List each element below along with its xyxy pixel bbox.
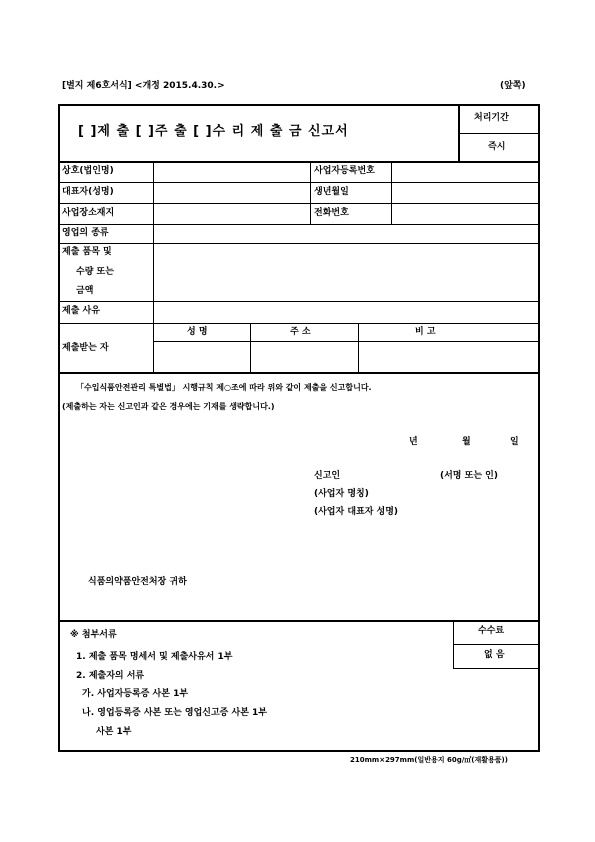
label-business-number: 사업자등록번호: [314, 166, 375, 176]
label-items-2: 수량 또는: [76, 267, 114, 277]
row-rule-4: [58, 243, 540, 244]
recipient-name-header: 성 명: [187, 327, 208, 337]
attachment-item-2b: 나. 영업등록증 사본 또는 영업신고증 사본 1부: [82, 708, 267, 718]
recipient-address-header: 주 소: [290, 327, 311, 337]
attachment-item-2a: 가. 사업자등록증 사본 1부: [82, 689, 189, 699]
date-month: 월: [462, 437, 471, 447]
addressee: 식품의약품안전처장 귀하: [88, 577, 187, 587]
attachment-item-1: 1. 제출 품목 명세서 및 제출사유서 1부: [76, 652, 233, 662]
label-representative: 대표자(성명): [62, 187, 114, 197]
statement-line-1: 「수입식품안전관리 특별법」 시행규칙 제○조에 따라 위와 같이 제출을 신고합니다.: [76, 383, 372, 392]
row-rule-6: [58, 323, 540, 324]
attachment-item-2: 2. 제출자의 서류: [76, 671, 145, 681]
fee-value: 없 음: [484, 650, 505, 660]
applicant-label: 신고인: [314, 471, 341, 481]
fee-label: 수수료: [478, 626, 505, 636]
attachment-item-2b-cont: 사본 1부: [96, 727, 132, 737]
row-rule-2: [58, 203, 540, 204]
recipient-col-2: [358, 323, 359, 372]
form-number: [별지 제6호서식] <개정 2015.4.30.>: [62, 81, 225, 91]
applicant-company-name: (사업자 명칭): [314, 489, 369, 499]
col-divider-a: [153, 162, 154, 224]
row-rule-3: [58, 224, 540, 225]
row-rule-1: [58, 182, 540, 183]
label-phone: 전화번호: [314, 208, 349, 218]
row-rule-5: [58, 301, 540, 302]
page-side: (앞쪽): [500, 81, 526, 91]
attachments-top-rule: [58, 620, 540, 622]
recipient-header-rule: [153, 341, 540, 342]
recipient-col-1: [250, 323, 251, 372]
label-recipient: 제출받는 자: [62, 343, 109, 353]
recipient-note-header: 비 고: [415, 327, 436, 337]
col-divider-b: [310, 162, 311, 224]
form-title: [ ]제 출 [ ]주 출 [ ]수 리 제 출 금 신고서: [78, 124, 349, 139]
fee-mid-rule: [453, 644, 540, 645]
applicant-signature: (서명 또는 인): [440, 471, 498, 481]
label-birth-date: 생년월일: [314, 187, 349, 197]
fee-bottom-rule: [453, 668, 540, 669]
attachments-heading: ※ 첨부서류: [70, 630, 117, 640]
label-reason: 제출 사유: [62, 306, 100, 316]
paper-spec: 210mm×297mm(일반용지 60g/㎡(재활용품)): [350, 756, 508, 764]
applicant-representative-name: (사업자 대표자 성명): [314, 507, 399, 517]
label-items-1: 제출 품목 및: [62, 247, 112, 257]
date-day: 일: [510, 437, 519, 447]
label-items-3: 금액: [76, 286, 94, 296]
date-year: 년: [409, 437, 418, 447]
col-divider-main: [153, 224, 154, 372]
col-divider-c: [391, 162, 392, 224]
label-business-type: 영업의 종류: [62, 228, 109, 238]
processing-period-label: 처리기간: [474, 113, 509, 123]
period-divider: [458, 133, 540, 134]
label-company: 상호(법인명): [62, 166, 114, 176]
title-bottom-rule: [58, 161, 540, 163]
processing-period-value: 즉시: [488, 142, 506, 152]
label-address: 사업장소재지: [62, 208, 115, 218]
statement-line-2: (제출하는 자는 신고인과 같은 경우에는 기재를 생략합니다.): [62, 402, 275, 411]
fields-bottom-rule: [58, 372, 540, 374]
